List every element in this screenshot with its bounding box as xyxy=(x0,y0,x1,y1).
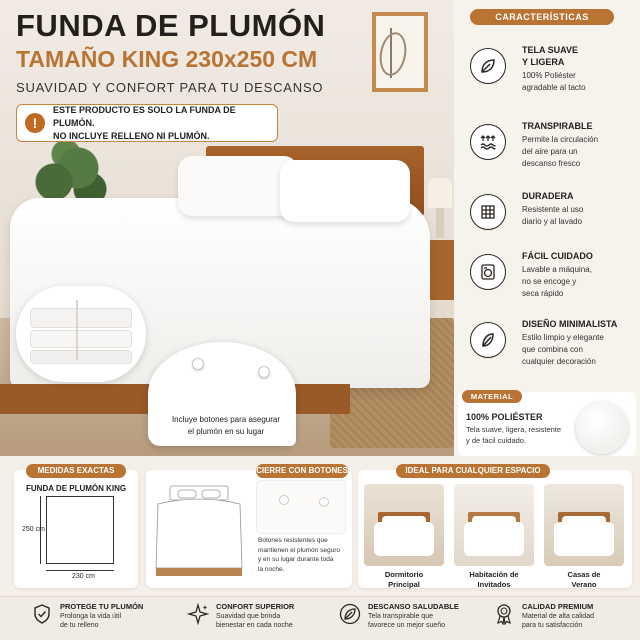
size-title: TAMAÑO KING 230x250 CM xyxy=(16,46,318,72)
benefit-desc-line: Suavidad que brinda xyxy=(216,613,281,620)
closure-closeup-image xyxy=(256,480,346,534)
benefit-desc xyxy=(522,612,622,630)
quality-badge-icon xyxy=(492,602,516,626)
material-title: 100% POLIÉSTER xyxy=(466,412,543,422)
washing-machine-icon xyxy=(470,254,506,290)
feature-title: DISEÑO MINIMALISTA xyxy=(522,319,618,329)
feature-desc-line: Estilo limpio y elegante xyxy=(522,333,604,342)
feature-desc xyxy=(522,134,640,170)
benefit-desc xyxy=(368,612,468,630)
benefit-title: PROTEGE TU PLUMÓN xyxy=(60,602,144,611)
features-section-label: CARACTERÍSTICAS xyxy=(470,9,614,25)
feature-title-line: TELA SUAVE xyxy=(522,45,579,55)
material-desc xyxy=(466,424,570,446)
material-label: MATERIAL xyxy=(462,390,522,403)
room-caption xyxy=(364,570,444,590)
feature-desc-line: Lavable a máquina, xyxy=(522,265,592,274)
width-dimension-line xyxy=(46,570,114,571)
feature-desc-line: Resistente al uso xyxy=(522,205,584,214)
button-detail xyxy=(279,495,289,505)
benefit-desc-line: bienestar en cada noche xyxy=(216,622,293,629)
feature-desc-line: descanso fresco xyxy=(522,159,581,168)
benefit-item xyxy=(30,600,170,636)
bed-sketch xyxy=(152,480,246,580)
notice-line: NO INCLUYE RELLENO NI PLUMÓN. xyxy=(53,130,210,141)
feature-item xyxy=(458,318,640,384)
benefit-title: DESCANSO SALUDABLE xyxy=(368,602,459,611)
leaf-icon xyxy=(338,602,362,626)
width-value: 230 cm xyxy=(72,573,95,580)
caption-line: Incluye botones para asegurar xyxy=(171,415,281,424)
airflow-icon xyxy=(470,124,506,160)
sparkle-icon xyxy=(186,602,210,626)
room-caption-line: Dormitorio xyxy=(384,570,424,579)
room-image xyxy=(454,484,534,566)
feature-desc-line: agradable al tacto xyxy=(522,83,586,92)
wall-art xyxy=(372,12,428,92)
benefit-title: CALIDAD PREMIUM xyxy=(522,602,594,611)
room-caption xyxy=(454,570,534,590)
benefit-title: CONFORT SUPERIOR xyxy=(216,602,295,611)
feature-desc-line: del aire para un xyxy=(522,147,578,156)
feature-item xyxy=(458,120,640,186)
fabric-grid-icon xyxy=(470,194,506,230)
closure-desc xyxy=(258,536,348,574)
button-detail xyxy=(258,366,270,378)
feature-desc-line: no se encoge y xyxy=(522,277,577,286)
caption-line: el plumón en su lugar xyxy=(187,427,265,436)
benefit-item xyxy=(338,600,478,636)
room-image xyxy=(544,484,624,566)
room-caption-line: Invitados xyxy=(477,580,511,589)
feature-desc-line: 100% Poliéster xyxy=(522,71,576,80)
button-detail xyxy=(319,497,329,507)
feature-desc-line: que combina con xyxy=(522,345,583,354)
buttons-caption xyxy=(156,408,296,446)
warning-icon: ! xyxy=(25,113,45,133)
spaces-label: IDEAL PARA CUALQUIER ESPACIO xyxy=(396,464,550,478)
benefit-desc-line: Material de alta calidad xyxy=(522,613,594,620)
feature-desc xyxy=(522,70,640,94)
feature-desc-line: Permite la circulación xyxy=(522,135,599,144)
room-image xyxy=(364,484,444,566)
notice-banner xyxy=(16,104,278,142)
feature-desc-line: cualquier decoración xyxy=(522,357,596,366)
feature-desc-line: diario y al lavado xyxy=(522,217,583,226)
benefit-item xyxy=(492,600,632,636)
page-title: FUNDA DE PLUMÓN xyxy=(16,8,326,43)
room-caption-line: Verano xyxy=(571,580,597,589)
feature-item xyxy=(458,250,640,316)
leaf-icon xyxy=(470,48,506,84)
benefit-desc-line: Prolonga la vida útil xyxy=(60,613,122,620)
closure-desc-line: Botones resistentes que xyxy=(258,537,328,544)
room-caption-line: Principal xyxy=(388,580,420,589)
minimal-leaf-icon xyxy=(470,322,506,358)
benefit-item xyxy=(186,600,326,636)
benefit-desc-line: de tu relleno xyxy=(60,622,99,629)
measures-product: FUNDA DE PLUMÓN KING xyxy=(26,484,127,493)
material-desc-line: Tela suave, ligera, resistente xyxy=(466,425,562,434)
notice-line: ESTE PRODUCTO ES SOLO LA FUNDA DE PLUMÓN. xyxy=(53,104,236,128)
benefit-desc xyxy=(60,612,160,630)
feature-title-line: Y LIGERA xyxy=(522,57,565,67)
room-caption-line: Habitación de xyxy=(469,570,519,579)
subtitle: SUAVIDAD Y CONFORT PARA TU DESCANSO xyxy=(16,80,324,95)
benefit-desc-line: favorece un mejor sueño xyxy=(368,622,446,629)
feature-title xyxy=(522,44,640,68)
feature-item xyxy=(458,44,640,110)
feature-desc xyxy=(522,204,640,228)
button-detail xyxy=(192,358,204,370)
feature-title: DURADERA xyxy=(522,191,574,201)
feature-title: TRANSPIRABLE xyxy=(522,121,593,131)
folded-duvet-image xyxy=(16,286,146,382)
pillow xyxy=(280,160,410,222)
closure-desc-line: mantienen el plumón seguro xyxy=(258,546,341,554)
feature-desc xyxy=(522,264,640,300)
duvet-diagram xyxy=(46,496,114,564)
material-desc-line: y de fácil cuidado. xyxy=(466,436,527,445)
room-caption xyxy=(544,570,624,590)
feature-desc-line: seca rápido xyxy=(522,289,564,298)
height-value: 250 cm xyxy=(22,526,45,533)
feature-item xyxy=(458,190,640,256)
notice-text xyxy=(53,104,269,143)
lamp-base xyxy=(436,208,444,238)
shield-check-icon xyxy=(30,602,54,626)
measures-label: MEDIDAS EXACTAS xyxy=(26,464,126,478)
lamp-shade xyxy=(428,178,452,208)
room-caption-line: Casas de xyxy=(567,570,601,579)
benefit-desc-line: para tu satisfacción xyxy=(522,622,583,629)
benefit-desc-line: Tela transpirable que xyxy=(368,613,433,620)
closure-desc-line: y en su lugar durante toda xyxy=(258,556,334,563)
fabric-swatch xyxy=(576,402,628,454)
closure-label: CIERRE CON BOTONES xyxy=(256,464,348,478)
feature-desc xyxy=(522,332,640,368)
closure-desc-line: la noche. xyxy=(258,565,285,573)
benefit-desc xyxy=(216,612,316,630)
feature-title: FÁCIL CUIDADO xyxy=(522,251,593,261)
